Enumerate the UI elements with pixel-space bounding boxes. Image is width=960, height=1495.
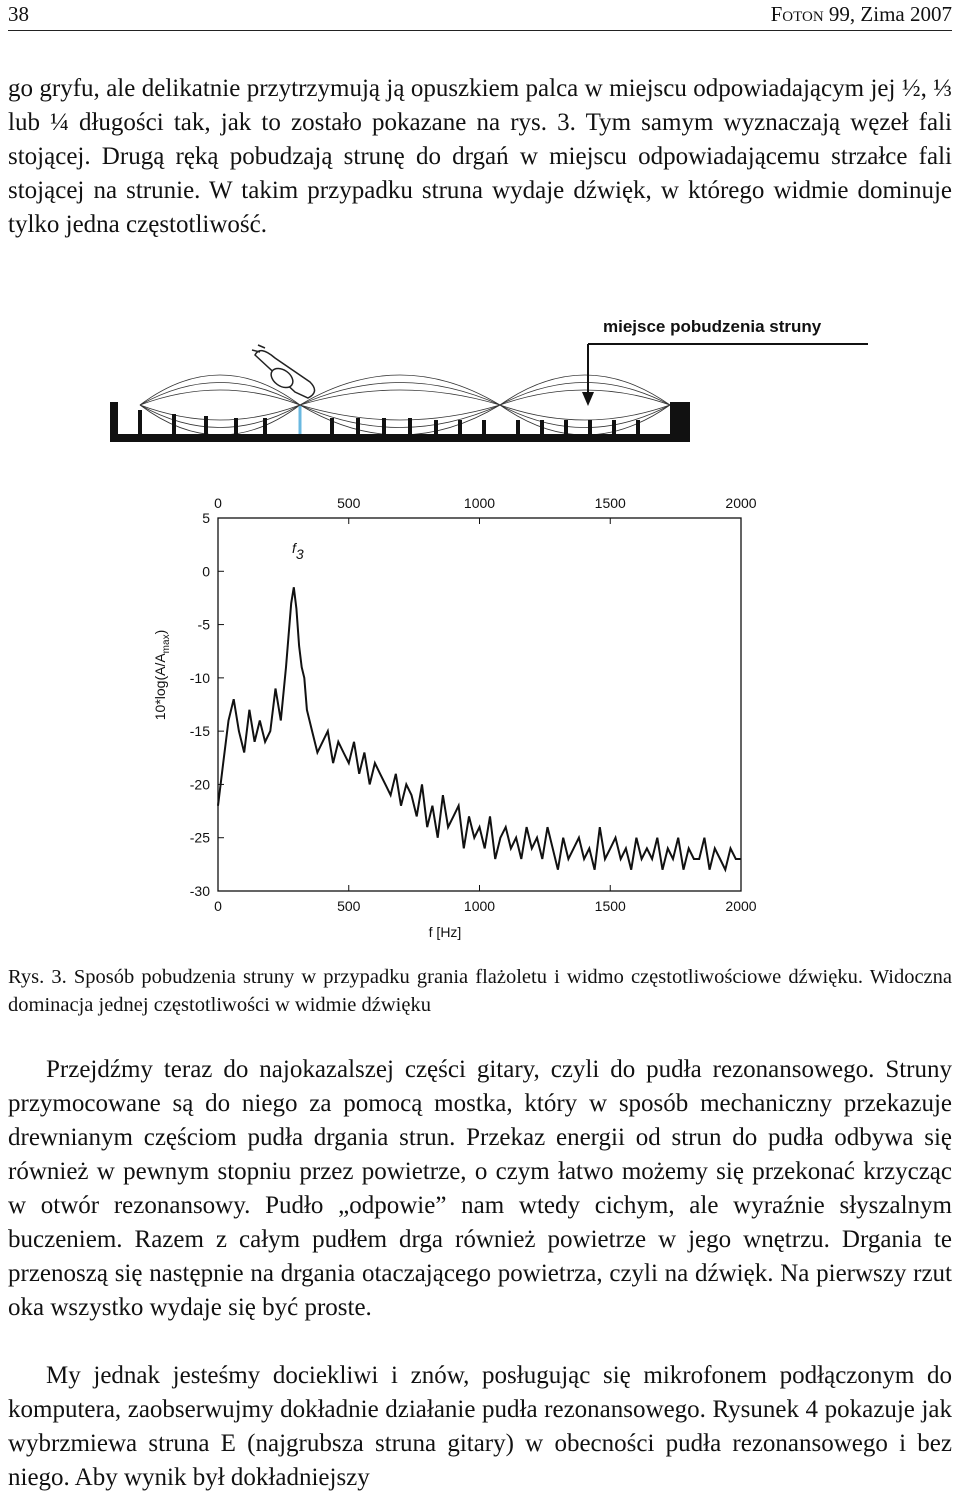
y-tick-label: -20 xyxy=(189,776,210,793)
figure-caption: Rys. 3. Sposób pobudzenia struny w przypadku grania flażoletu i widmo częstotliwościowe dźwięku. Widoczna dominacja jednej częstotliwości w widmie dźwięku xyxy=(8,966,952,1016)
y-tick-label: -30 xyxy=(189,883,210,899)
x-axis-label: f [Hz] xyxy=(428,924,462,940)
svg-text:f3 xyxy=(292,540,304,562)
excitation-label: miejsce pobudzenia struny xyxy=(603,317,822,336)
y-axis-label-end: ) xyxy=(152,629,168,635)
spectrum-chart xyxy=(140,490,780,950)
x-tick-label-top: 1500 xyxy=(594,495,626,511)
x-tick-label-top: 0 xyxy=(214,495,222,511)
journal-name-caps: oton xyxy=(782,2,824,26)
journal-first-letter: F xyxy=(770,2,783,26)
paragraph-3: My jednak jesteśmy dociekliwi i znów, posługując się mikrofonem podłączonym do komputera, zaobserwujmy dokładnie działanie pudła rezonansowego. Rysunek 4 pokazuje jak wybrzmiewa struna E (najgrubsza struna gitary) w obecności pudła rezonansowego i bez niego. Aby wynik był dokładniejszy xyxy=(8,1362,952,1491)
svg-text:10*log(A/Amax) xyxy=(152,630,172,721)
x-tick-label: 2000 xyxy=(725,898,757,914)
x-tick-label-top: 500 xyxy=(337,495,361,511)
x-tick-label: 500 xyxy=(337,898,361,914)
y-tick-label: -5 xyxy=(197,616,210,633)
journal-issue: 99, Zima 2007 xyxy=(823,2,952,26)
paragraph-2: Przejdźmy teraz do najokazalszej części gitary, czyli do pudła rezonansowego. Struny przymocowane są do niego za pomocą mostka, który w sposób mechaniczny przekazuje drewnianym częściom pudła drgania strun. Przekaz energii od strun do pudła odbywa się również w pewnym stopniu przez powietrze, o czym łatwo możemy się przekonać krzycząc w otwór rezonansowy. Pudło „odpowie” nam wtedy cichym, ale wyraźnie słyszalnym buczeniem. Razem z całym pudłem drga również powietrze w jego wnętrzu. Drgania te przenoszą się następnie na drgania otaczającego powietrza, czyli na dźwięk. Na pierwszy rzut oka wszystko wydaje się być proste. xyxy=(8,1056,952,1321)
peak-annotation: f xyxy=(292,540,296,556)
paragraph-1: go gryfu, ale delikatnie przytrzymują ją opuszkiem palca w miejscu odpowiadającym jej ½, ⅓ lub ¼ długości tak, jak to zostało pokazane na rys. 3. Tym samym wyznaczają węzeł fali stojącej. Drugą ręką pobudzają strunę do drgań w miejscu odpowiadającemu strzałce fali stojącej na strunie. W takim przypadku struna wydaje dźwięk, w którego widmie dominuje tylko jedna częstotliwość. xyxy=(8,75,952,238)
peak-annotation-sub: 3 xyxy=(295,546,304,562)
page-header xyxy=(8,0,952,31)
y-tick-label: 5 xyxy=(202,510,210,526)
finger-icon xyxy=(252,345,315,398)
string-excitation-figure xyxy=(110,310,880,460)
x-tick-label: 1500 xyxy=(594,898,626,914)
y-axis-label: 10*log(A/A xyxy=(152,653,168,721)
y-tick-label: -15 xyxy=(189,723,210,740)
y-tick-label: -10 xyxy=(189,669,210,686)
plot-frame xyxy=(218,518,741,891)
spectrum-series xyxy=(218,587,741,869)
x-tick-label: 1000 xyxy=(463,898,496,914)
x-tick-label-top: 1000 xyxy=(463,495,496,511)
x-tick-label: 0 xyxy=(214,898,222,914)
y-axis-label-sub: max xyxy=(161,634,172,654)
page-number: 38 xyxy=(8,2,29,26)
journal-info xyxy=(771,2,952,27)
x-tick-label-top: 2000 xyxy=(725,495,757,511)
y-tick-label: 0 xyxy=(202,563,210,580)
fretboard xyxy=(110,402,690,442)
y-tick-label: -25 xyxy=(189,829,210,846)
